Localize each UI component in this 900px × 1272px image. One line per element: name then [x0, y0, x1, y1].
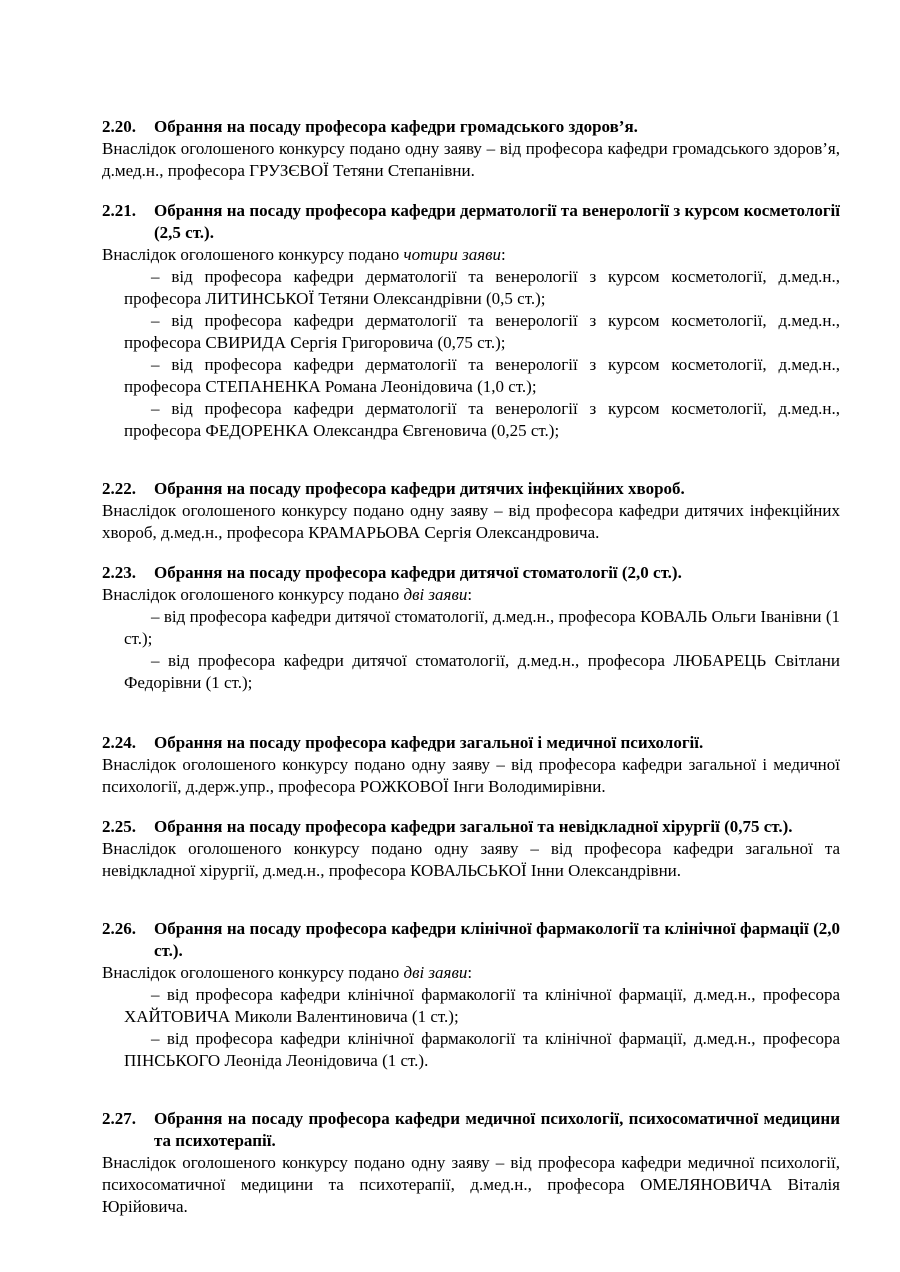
paragraph-text: Внаслідок оголошеного конкурсу подано [102, 963, 404, 982]
paragraph-italic-text: дві заяви [403, 585, 468, 604]
section-heading-text: Обрання на посаду професора кафедри загальної та невідкладної хірургії (0,75 ст.). [154, 817, 793, 836]
section-heading-text: Обрання на посаду професора кафедри дитячої стоматології (2,0 ст.). [154, 563, 682, 582]
paragraph-text: Внаслідок оголошеного конкурсу подано одну заяву – від професора кафедри медичної психології, психосоматичної медицини та психотерапії, д.мед.н., професора ОМЕЛЯНОВИЧА Віталія Юрійовича. [102, 1153, 840, 1216]
section-heading [102, 200, 840, 244]
section-paragraph [102, 838, 840, 882]
section-number: 2.23. [102, 563, 136, 582]
paragraph-text: Внаслідок оголошеного конкурсу подано одну заяву – від професора кафедри дитячих інфекційних хвороб, д.мед.н., професора КРАМАРЬОВА Сергія Олександровича. [102, 501, 840, 542]
application-list-item: – від професора кафедри дерматології та венерології з курсом косметології, д.мед.н., професора ЛИТИНСЬКОЇ Тетяни Олександрівни (0,5 ст.); [124, 267, 840, 308]
section-heading [102, 816, 840, 838]
application-list-item: – від професора кафедри клінічної фармакології та клінічної фармації, д.мед.н., професора ПІНСЬКОГО Леоніда Леонідовича (1 ст.). [124, 1029, 840, 1070]
paragraph-text: Внаслідок оголошеного конкурсу подано одну заяву – від професора кафедри загальної і медичної психології, д.держ.упр., професора РОЖКОВОЇ Інги Володимирівни. [102, 755, 840, 796]
section-heading-text: Обрання на посаду професора кафедри клінічної фармакології та клінічної фармації (2,0 ст.). [154, 919, 840, 960]
section-paragraph [102, 754, 840, 798]
section-heading-text: Обрання на посаду професора кафедри загальної і медичної психології. [154, 733, 704, 752]
paragraph-text: Внаслідок оголошеного конкурсу подано [102, 245, 404, 264]
paragraph-text: Внаслідок оголошеного конкурсу подано одну заяву – від професора кафедри загальної та невідкладної хірургії, д.мед.н., професора КОВАЛЬСЬКОЇ Інни Олександрівни. [102, 839, 840, 880]
section-2-26 [102, 918, 840, 1072]
application-list-item: – від професора кафедри дерматології та венерології з курсом косметології, д.мед.н., професора СТЕПАНЕНКА Романа Леонідовича (1,0 ст.); [124, 355, 840, 396]
paragraph-italic-text: чотири заяви [403, 245, 502, 264]
section-paragraph [102, 962, 840, 984]
paragraph-suffix: : [467, 585, 473, 604]
section-heading [102, 478, 840, 500]
section-number: 2.21. [102, 201, 136, 220]
section-heading [102, 1108, 840, 1152]
application-list-item: – від професора кафедри дитячої стоматології, д.мед.н., професора КОВАЛЬ Ольги Іванівни (1 ст.); [124, 607, 840, 648]
section-number: 2.27. [102, 1109, 136, 1128]
section-paragraph [102, 1152, 840, 1218]
paragraph-text: Внаслідок оголошеного конкурсу подано [102, 585, 404, 604]
document-page [102, 116, 840, 1218]
paragraph-suffix: : [467, 963, 473, 982]
section-heading-text: Обрання на посаду професора кафедри дерматології та венерології з курсом косметології (2,5 ст.). [154, 201, 840, 242]
section-2-21 [102, 200, 840, 442]
section-heading [102, 732, 840, 754]
section-heading [102, 116, 840, 138]
section-paragraph [102, 244, 840, 266]
section-heading [102, 562, 840, 584]
section-number: 2.26. [102, 919, 136, 938]
section-heading-text: Обрання на посаду професора кафедри медичної психології, психосоматичної медицини та психотерапії. [154, 1109, 840, 1150]
section-2-23 [102, 562, 840, 694]
section-number: 2.22. [102, 479, 136, 498]
section-paragraph [102, 138, 840, 182]
section-2-20 [102, 116, 840, 182]
section-number: 2.24. [102, 733, 136, 752]
paragraph-suffix: : [501, 245, 506, 264]
paragraph-italic-text: дві заяви [403, 963, 468, 982]
section-2-24 [102, 732, 840, 798]
section-heading [102, 918, 840, 962]
section-heading-text: Обрання на посаду професора кафедри дитячих інфекційних хвороб. [154, 479, 685, 498]
application-list-item: – від професора кафедри дерматології та венерології з курсом косметології, д.мед.н., професора ФЕДОРЕНКА Олександра Євгеновича (0,25 ст.); [124, 399, 840, 440]
section-number: 2.20. [102, 117, 136, 136]
paragraph-text: Внаслідок оголошеного конкурсу подано одну заяву – від професора кафедри громадського здоров’я, д.мед.н., професора ГРУЗЄВОЇ Тетяни Степанівни. [102, 139, 840, 180]
section-paragraph [102, 584, 840, 606]
application-list-item: – від професора кафедри дитячої стоматології, д.мед.н., професора ЛЮБАРЕЦЬ Світлани Федорівни (1 ст.); [124, 651, 840, 692]
application-list-item: – від професора кафедри дерматології та венерології з курсом косметології, д.мед.н., професора СВИРИДА Сергія Григоровича (0,75 ст.); [124, 311, 840, 352]
section-paragraph [102, 500, 840, 544]
section-2-27 [102, 1108, 840, 1218]
application-list-item: – від професора кафедри клінічної фармакології та клінічної фармації, д.мед.н., професора ХАЙТОВИЧА Миколи Валентиновича (1 ст.); [124, 985, 840, 1026]
section-number: 2.25. [102, 817, 136, 836]
section-2-22 [102, 478, 840, 544]
section-heading-text: Обрання на посаду професора кафедри громадського здоров’я. [154, 117, 638, 136]
section-2-25 [102, 816, 840, 882]
